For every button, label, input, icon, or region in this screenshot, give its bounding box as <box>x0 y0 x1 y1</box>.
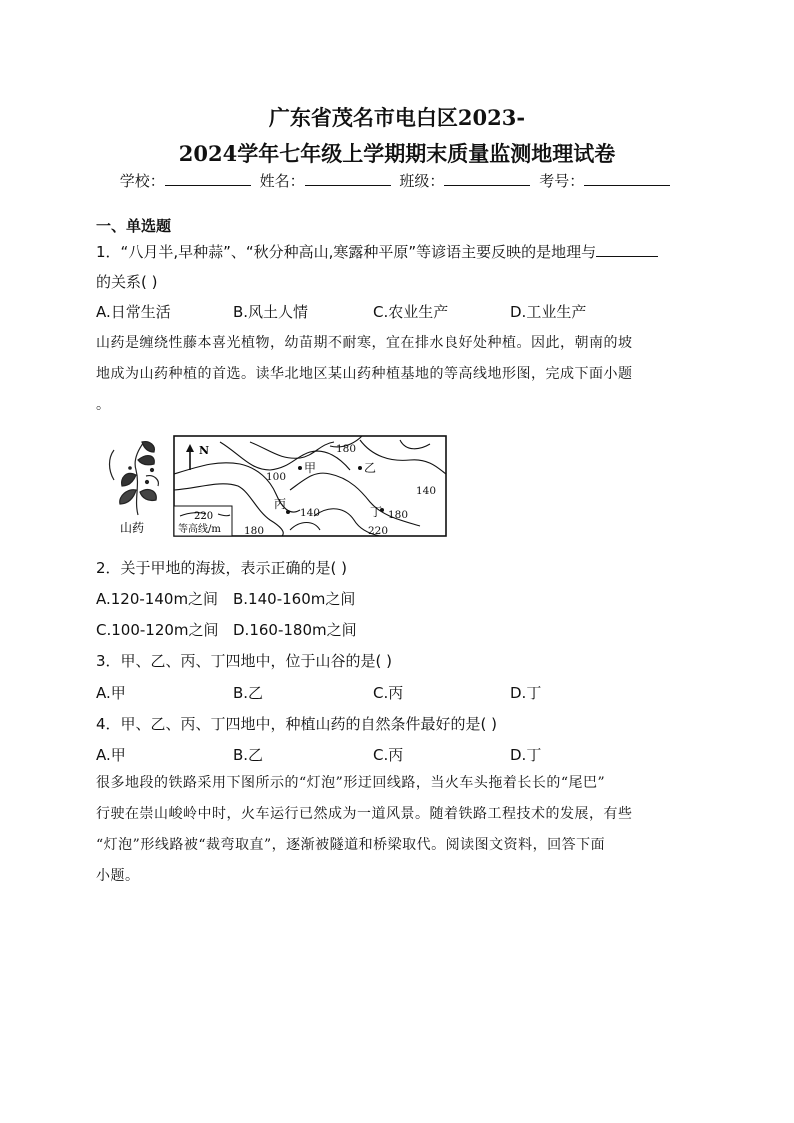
q2-option-b[interactable]: B.140-160m之间 <box>233 590 356 608</box>
q4-stem: 4．甲、乙、丙、丁四地中，种植山药的自然条件最好的是( ) <box>96 715 498 733</box>
q3-option-b[interactable]: B.乙 <box>233 684 264 702</box>
school-label: 学校： <box>119 172 165 190</box>
contour-label-140-center: 140 <box>300 507 321 519</box>
legend-label: 等高线/m <box>178 524 221 535</box>
point-bing-label: 丙 <box>274 497 287 511</box>
contour-label-180-top: 180 <box>336 443 357 455</box>
q3-stem: 3．甲、乙、丙、丁四地中，位于山谷的是( ) <box>96 652 393 670</box>
passage-railway-line2: 行驶在崇山峻岭中时，火车运行已然成为一道风景。随着铁路工程技术的发展，有些 <box>96 806 633 822</box>
q1-option-b[interactable]: B.风土人情 <box>233 303 309 321</box>
point-jia-label: 甲 <box>304 461 317 475</box>
contour-label-220: 220 <box>368 525 389 537</box>
number-label: 考号： <box>539 172 585 190</box>
q1-answer-blank <box>596 242 658 257</box>
point-jia-marker <box>298 466 302 470</box>
passage-yam-line2: 地成为山药种植的首选。读华北地区某山药种植基地的等高线地形图，完成下面小题 <box>96 366 633 382</box>
class-field[interactable] <box>444 171 530 186</box>
contour-label-140-right: 140 <box>416 485 437 497</box>
q2-stem: 2．关于甲地的海拔，表示正确的是( ) <box>96 559 348 577</box>
q1-option-c[interactable]: C.农业生产 <box>373 303 449 321</box>
q4-option-b[interactable]: B.乙 <box>233 746 264 764</box>
student-info-row <box>0 170 794 191</box>
exam-title-line1: 广东省茂名市电白区2023- <box>268 105 526 130</box>
school-field[interactable] <box>165 171 251 186</box>
yam-plant-label: 山药 <box>120 521 145 535</box>
point-yi-label: 乙 <box>364 461 377 475</box>
yam-plant-illustration <box>110 442 159 515</box>
class-label: 班级： <box>399 172 445 190</box>
q3-option-a[interactable]: A.甲 <box>96 684 126 702</box>
name-label: 姓名： <box>259 172 305 190</box>
passage-railway <box>96 768 698 892</box>
passage-railway-line3: “灯泡”形线路被“裁弯取直”，逐渐被隧道和桥梁取代。阅读图文资料，回答下面 <box>96 837 606 853</box>
q3-option-d[interactable]: D.丁 <box>510 684 542 702</box>
q1-option-d[interactable]: D.工业生产 <box>510 303 587 321</box>
number-field[interactable] <box>584 171 670 186</box>
q1-option-a[interactable]: A.日常生活 <box>96 303 171 321</box>
q3-option-c[interactable]: C.丙 <box>373 684 404 702</box>
passage-yam-line3: 。 <box>96 397 111 413</box>
point-ding-label: 丁 <box>370 505 383 519</box>
section-heading: 一、单选题 <box>96 217 172 235</box>
contour-label-180-bottom: 180 <box>244 525 265 537</box>
name-field[interactable] <box>305 171 391 186</box>
contour-map <box>100 430 450 540</box>
passage-railway-line1: 很多地段的铁路采用下图所示的“灯泡”形迂回线路，当火车头拖着长长的“尾巴” <box>96 775 606 791</box>
exam-title-line2: 2024学年七年级上学期期末质量监测地理试卷 <box>178 141 616 166</box>
q1-stem <box>96 241 658 262</box>
contour-label-100: 100 <box>266 471 287 483</box>
q1-stem-end: 的关系( ) <box>96 273 158 291</box>
point-yi-marker <box>358 466 362 470</box>
q4-option-a[interactable]: A.甲 <box>96 746 126 764</box>
q2-option-c[interactable]: C.100-120m之间 <box>96 621 219 639</box>
legend-value: 220 <box>194 511 214 522</box>
q2-option-a[interactable]: A.120-140m之间 <box>96 590 219 608</box>
q2-option-d[interactable]: D.160-180m之间 <box>233 621 357 639</box>
contour-label-180-right: 180 <box>388 509 409 521</box>
q4-option-d[interactable]: D.丁 <box>510 746 542 764</box>
q1-stem-text: 1．“八月半,早种蒜”、“秋分种高山,寒露种平原”等谚语主要反映的是地理与 <box>96 243 597 261</box>
point-bing-marker <box>286 510 290 514</box>
passage-yam <box>96 328 698 421</box>
passage-railway-line4: 小题。 <box>96 868 140 884</box>
q4-option-c[interactable]: C.丙 <box>373 746 404 764</box>
passage-yam-line1: 山药是缠绕性藤本喜光植物，幼苗期不耐寒，宜在排水良好处种植。因此，朝南的坡 <box>96 335 633 351</box>
north-label: N <box>199 444 210 457</box>
